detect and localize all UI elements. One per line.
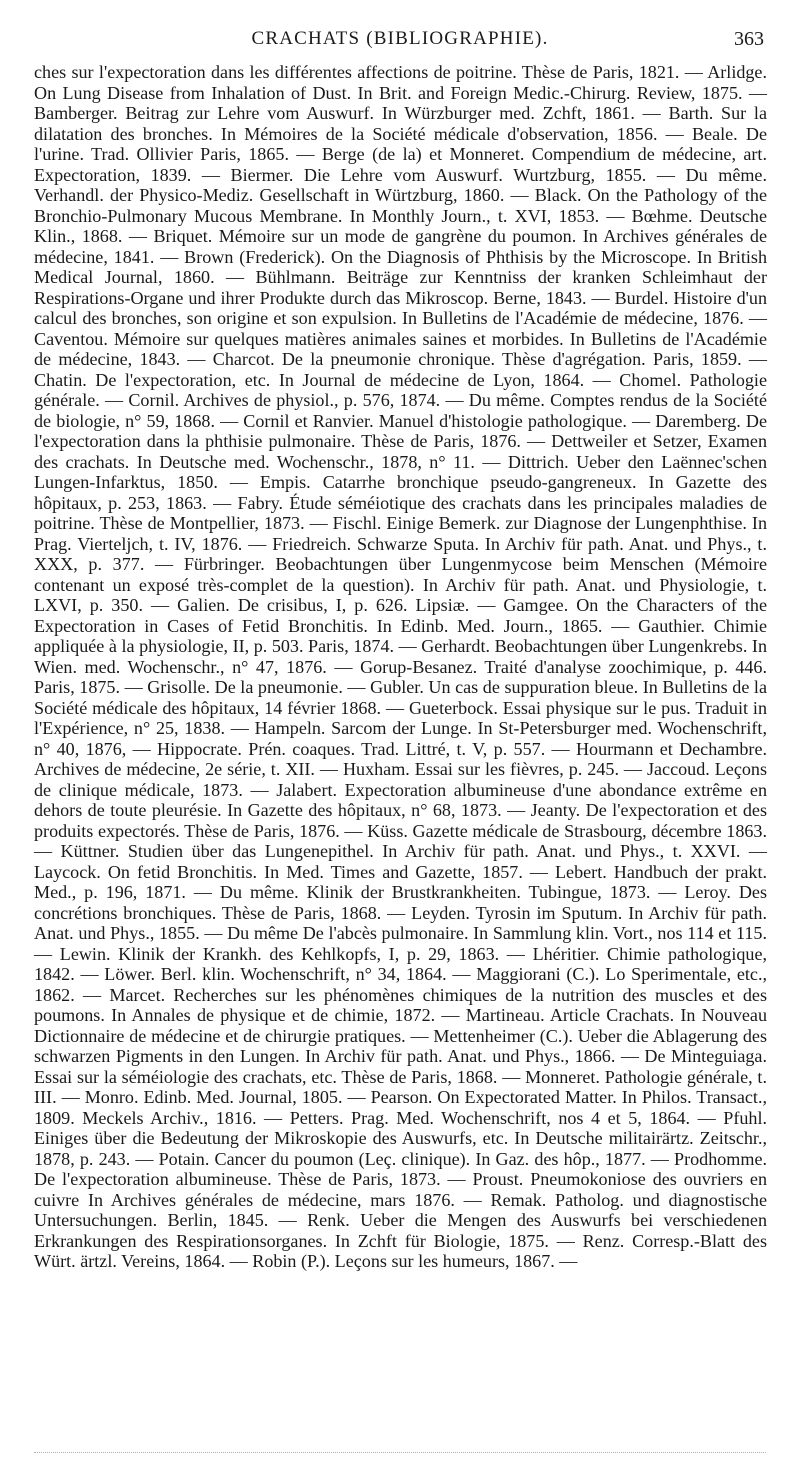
footer-rule [34, 1452, 766, 1453]
running-title: CRACHATS (BIBLIOGRAPHIE). [251, 28, 549, 49]
page-number: 363 [734, 28, 764, 50]
page-header [36, 28, 764, 54]
bibliography-paragraph: ches sur l'expectoration dans les différentes affections de poitrine. Thèse de Paris, 1821. — Arlidge. On Lung Disease from Inhalation of Dust. In Brit. and Foreign Medic.-Chirurg. Review, 1875. — Bamberger. Beitrag zur Lehre vom Auswurf. In Würzburger med. Zchft, 1861. — Barth. Sur la dilatation des bronches. In Mémoires de la Société médicale d'observation, 1856. — Beale. De l'urine. Trad. Ollivier Paris, 1865. — Berge (de la) et Monneret. Compendium de médecine, art. Expectoration, 1839. — Biermer. Die Lehre vom Auswurf. Wurtzburg, 1855. — Du même. Verhandl. der Physico-Mediz. Gesellschaft in Würtzburg, 1860. — Black. On the Pathology of the Bronchio-Pulmonary Mucous Membrane. In Monthly Journ., t. XVI, 1853. — Bœhme. Deutsche Klin., 1868. — Briquet. Mémoire sur un mode de gangrène du poumon. In Archives générales de médecine, 1841. — Brown (Frederick). On the Diagnosis of Phthisis by the Microscope. In British Medical Journal, 1860. — Bühlmann. Beiträge zur Kenntniss der kranken Schleimhaut der Respirations-Organe und ihrer Produkte durch das Mikroscop. Berne, 1843. — Burdel. Histoire d'un calcul des bronches, son origine et son expulsion. In Bulletins de l'Académie de médecine, 1876. — Caventou. Mémoire sur quelques matières animales saines et morbides. In Bulletins de l'Académie de médecine, 1843. — Charcot. De la pneumonie chronique. Thèse d'agrégation. Paris, 1859. — Chatin. De l'expectoration, etc. In Journal de médecine de Lyon, 1864. — Chomel. Pathologie générale. — Cornil. Archives de physiol., p. 576, 1874. — Du même. Comptes rendus de la Société de biologie, n° 59, 1868. — Cornil et Ranvier. Manuel d'histologie pathologique. — Daremberg. De l'expectoration dans la phthisie pulmonaire. Thèse de Paris, 1876. — Dettweiler et Setzer, Examen des crachats. In Deutsche med. Wochenschr., 1878, n° 11. — Dittrich. Ueber den Laënnec'schen Lungen-Infarktus, 1850. — Empis. Catarrhe bronchique pseudo-gangreneux. In Gazette des hôpitaux, p. 253, 1863. — Fabry. Étude séméiotique des crachats dans les principales maladies de poitrine. Thèse de Montpellier, 1873. — Fischl. Einige Bemerk. zur Diagnose der Lungenphthise. In Prag. Vierteljch, t. IV, 1876. — Friedreich. Schwarze Sputa. In Archiv für path. Anat. und Phys., t. XXX, p. 377. — Fürbringer. Beobachtungen über Lungenmycose beim Menschen (Mémoire contenant un exposé très-complet de la question). In Archiv für path. Anat. und Physiologie, t. LXVI, p. 350. — Galien. De crisibus, I, p. 626. Lipsiæ. — Gamgee. On the Characters of the Expectoration in Cases of Fetid Bronchitis. In Edinb. Med. Journ., 1865. — Gauthier. Chimie appliquée à la physiologie, II, p. 503. Paris, 1874. — Gerhardt. Beobachtungen über Lungenkrebs. In Wien. med. Wochenschr., n° 47, 1876. — Gorup-Besanez. Traité d'analyse zoochimique, p. 446. Paris, 1875. — Grisolle. De la pneumonie. — Gubler. Un cas de suppuration bleue. In Bulletins de la Société médicale des hôpitaux, 14 février 1868. — Gueterbock. Essai physique sur le pus. Traduit in l'Expérience, n° 25, 1838. — Hampeln. Sarcom der Lunge. In St-Petersburger med. Wochenschrift, n° 40, 1876, — Hippocrate. Prén. coaques. Trad. Littré, t. V, p. 557. — Hourmann et Dechambre. Archives de médecine, 2e série, t. XII. — Huxham. Essai sur les fièvres, p. 245. — Jaccoud. Leçons de clinique médicale, 1873. — Jalabert. Expectoration albumineuse d'une abondance extrême en dehors de toute pleurésie. In Gazette des hôpitaux, n° 68, 1873. — Jeanty. De l'expectoration et des produits expectorés. Thèse de Paris, 1876. — Küss. Gazette médicale de Strasbourg, décembre 1863. — Küttner. Studien über das Lungenepithel. In Archiv für path. Anat. und Phys., t. XXVI. — Laycock. On fetid Bronchitis. In Med. Times and Gazette, 1857. — Lebert. Handbuch der prakt. Med., p. 196, 1871. — Du même. Klinik der Brustkrankheiten. Tubingue, 1873. — Leroy. Des concrétions bronchiques. Thèse de Paris, 1868. — Leyden. Tyrosin im Sputum. In Archiv für path. Anat. und Phys., 1855. — Du même De l'abcès pulmonaire. In Sammlung klin. Vort., nos 114 et 115. — Lewin. Klinik der Krankh. des Kehlkopfs, I, p. 29, 1863. — Lhéritier. Chimie pathologique, 1842. — Löwer. Berl. klin. Wochenschrift, n° 34, 1864. — Maggiorani (C.). Lo Sperimentale, etc., 1862. — Marcet. Recherches sur les phénomènes chimiques de la nutrition des muscles et des poumons. In Annales de physique et de chimie, 1872. — Martineau. Article Crachats. In Nouveau Dictionnaire de médecine et de chirurgie pratiques. — Mettenheimer (C.). Ueber die Ablagerung des schwarzen Pigments in den Lungen. In Archiv für path. Anat. und Phys., 1866. — De Minteguiaga. Essai sur la séméiologie des crachats, etc. Thèse de Paris, 1868. — Monneret. Pathologie générale, t. III. — Monro. Edinb. Med. Journal, 1805. — Pearson. On Expectorated Matter. In Philos. Transact., 1809. Meckels Archiv., 1816. — Petters. Prag. Med. Wochenschrift, nos 4 et 5, 1864. — Pfuhl. Einiges über die Bedeutung der Mikroskopie des Auswurfs, etc. In Deutsche militairärtz. Zeitschr., 1878, p. 243. — Potain. Cancer du poumon (Leç. clinique). In Gaz. des hôp., 1877. — Prodhomme. De l'expectoration albumineuse. Thèse de Paris, 1873. — Proust. Pneumokoniose des ouvriers en cuivre In Archives générales de médecine, mars 1876. — Remak. Patholog. und diagnostische Untersuchungen. Berlin, 1845. — Renk. Ueber die Mengen des Auswurfs bei verschiedenen Erkrankungen des Respirationsorganes. In Zchft für Biologie, 1875. — Renz. Corresp.-Blatt des Würt. ärtzl. Vereins, 1864. — Robin (P.). Leçons sur les humeurs, 1867. — [34, 62, 767, 1271]
